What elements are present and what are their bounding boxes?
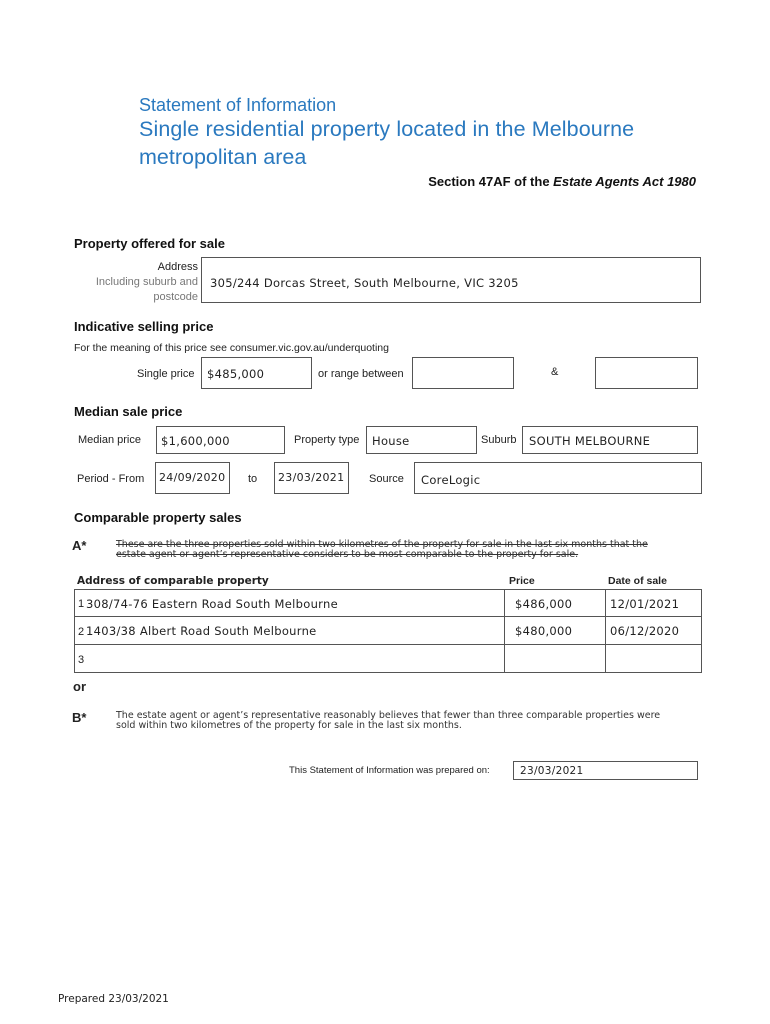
address-value: 305/244 Dorcas Street, South Melbourne, VIC 3205: [210, 276, 519, 290]
suburb-label: Suburb: [481, 434, 517, 446]
row-3-number: 3: [78, 654, 85, 666]
median-price-value: $1,600,000: [161, 434, 230, 448]
footer-prepared: Prepared 23/03/2021: [58, 993, 169, 1005]
option-b-label: B*: [72, 710, 87, 725]
table-row-2-date-cell[interactable]: [605, 616, 702, 645]
row-1-price: $486,000: [515, 597, 573, 611]
property-heading: Property offered for sale: [74, 236, 225, 251]
row-1-number: 1: [78, 598, 85, 610]
option-b-text-line-1: The estate agent or agent’s representative reasonably believes that fewer than three comparable properties were: [116, 710, 661, 721]
source-field[interactable]: [414, 462, 702, 494]
single-price-label: Single price: [137, 368, 195, 380]
prepared-on-label: This Statement of Information was prepared on:: [289, 765, 490, 776]
col-price-header: Price: [509, 575, 535, 587]
table-row-3-address-cell[interactable]: [74, 644, 505, 673]
row-2-address: 1403/38 Albert Road South Melbourne: [86, 624, 317, 638]
option-a-label: A*: [72, 538, 87, 553]
option-b-text-line-2: sold within two kilometres of the property for sale in the last six months.: [116, 720, 462, 731]
single-price-field[interactable]: [201, 357, 312, 389]
table-row-1-date-cell[interactable]: [605, 589, 702, 617]
comparable-heading: Comparable property sales: [74, 510, 242, 525]
row-2-number: 2: [78, 626, 85, 638]
period-from-label: Period - From: [77, 473, 145, 485]
indicative-heading: Indicative selling price: [74, 319, 214, 334]
range-and: &: [551, 366, 559, 378]
median-price-label: Median price: [78, 434, 141, 446]
median-price-field[interactable]: [156, 426, 285, 454]
source-label: Source: [369, 473, 404, 485]
property-type-field[interactable]: [366, 426, 477, 454]
act-name: Estate Agents Act 1980: [553, 174, 696, 189]
period-from-value: 24/09/2020: [159, 471, 226, 484]
statement-title: Statement of Information: [139, 95, 337, 115]
table-row-3-date-cell[interactable]: [605, 644, 702, 673]
address-label-main: Address: [157, 261, 198, 273]
or-label: or: [73, 679, 86, 694]
property-type-value: House: [372, 434, 410, 448]
statement-subtitle-line-1: Single residential property located in the Melbourne: [139, 117, 635, 141]
act-reference: [428, 174, 696, 189]
range-label: or range between: [318, 368, 404, 380]
range-low-field[interactable]: [412, 357, 514, 389]
row-1-date: 12/01/2021: [610, 597, 680, 611]
row-1-address: 308/74-76 Eastern Road South Melbourne: [86, 597, 338, 611]
range-high-field[interactable]: [595, 357, 698, 389]
prepared-on-field[interactable]: [513, 761, 698, 780]
suburb-value: SOUTH MELBOURNE: [529, 434, 651, 448]
option-a-text-line-2: estate agent or agent’s representative considers to be most comparable to the property for sale.: [116, 549, 579, 560]
act-prefix: Section 47AF of the: [428, 174, 554, 189]
source-value: CoreLogic: [421, 473, 481, 487]
address-label: [70, 260, 198, 305]
period-to-value: 23/03/2021: [278, 471, 345, 484]
period-to-field[interactable]: [274, 462, 349, 494]
address-field[interactable]: [201, 257, 701, 303]
property-type-label: Property type: [294, 434, 360, 446]
prepared-on-value: 23/03/2021: [520, 765, 584, 777]
table-row-2-address-cell[interactable]: [74, 616, 505, 645]
option-b-text: [116, 711, 660, 731]
statement-subtitle-line-2: metropolitan area: [139, 145, 307, 169]
address-label-sub-1: Including suburb and: [95, 276, 198, 288]
row-2-date: 06/12/2020: [610, 624, 680, 638]
row-2-price: $480,000: [515, 624, 573, 638]
underquoting-note: For the meaning of this price see consumer.vic.gov.au/underquoting: [74, 342, 389, 354]
table-row-1-address-cell[interactable]: [74, 589, 505, 617]
table-row-3-price-cell[interactable]: [504, 644, 606, 673]
table-row-1-price-cell[interactable]: [504, 589, 606, 617]
suburb-field[interactable]: [522, 426, 698, 454]
median-heading: Median sale price: [74, 404, 183, 419]
option-a-text-line-1: These are the three properties sold within two kilometres of the property for sale in the last six months that the: [116, 539, 648, 550]
col-address-header: Address of comparable property: [77, 575, 269, 587]
option-a-text: [116, 540, 648, 560]
col-date-header: Date of sale: [608, 575, 667, 587]
table-row-2-price-cell[interactable]: [504, 616, 606, 645]
period-from-field[interactable]: [155, 462, 230, 494]
address-label-sub-2: postcode: [153, 291, 198, 303]
period-to-label: to: [248, 473, 258, 485]
single-price-value: $485,000: [207, 367, 265, 381]
